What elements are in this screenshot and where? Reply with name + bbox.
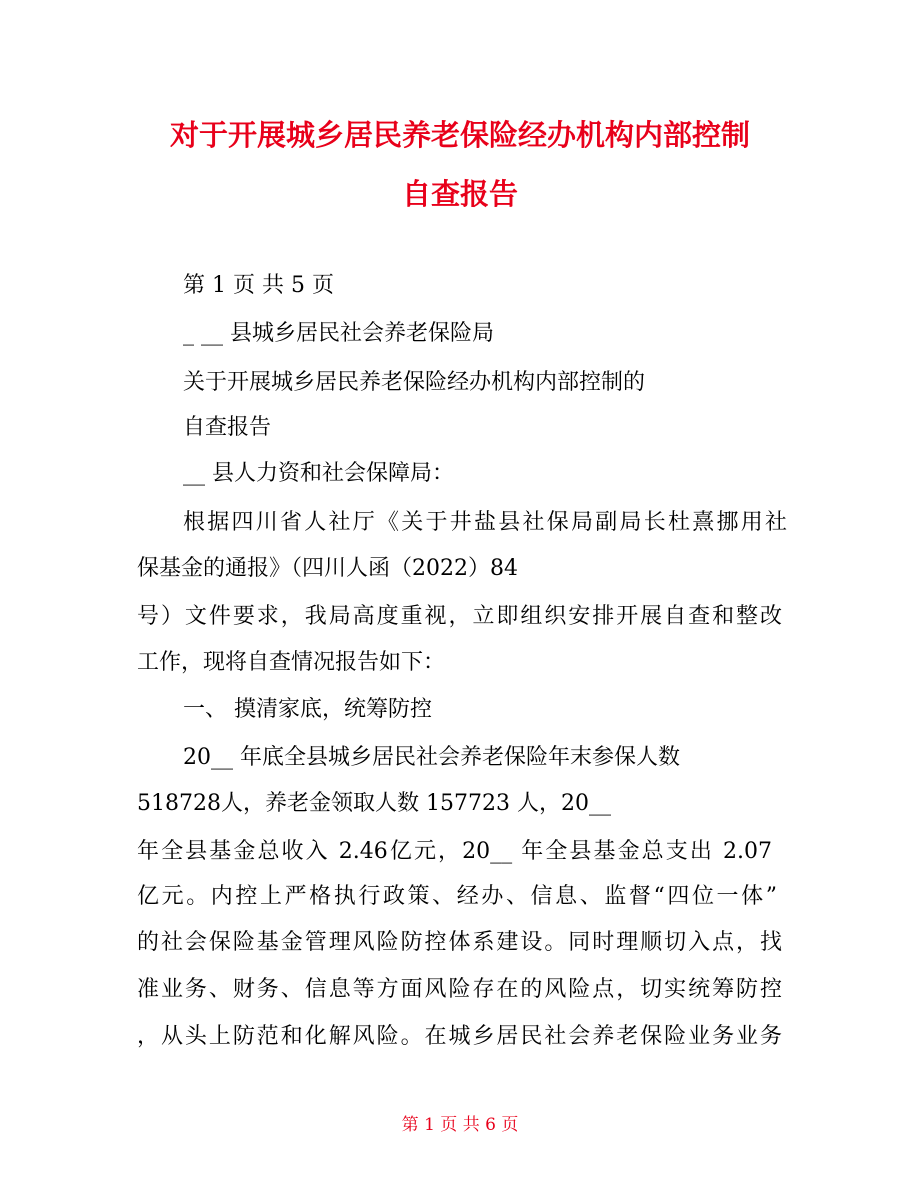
inner-page-indicator: 第 1 页 共 5 页 xyxy=(183,273,334,298)
body-line: 保基金的通报》（四川人函（2022）84 xyxy=(137,556,518,581)
body-line: ，从头上防范和化解风险。在城乡居民社会养老保险业务业务 xyxy=(137,1024,782,1049)
page-footer: 第 1 页 共 6 页 xyxy=(401,1115,519,1135)
sender-line: _ __ 县城乡居民社会养老保险局 xyxy=(183,321,494,346)
body-line: 518728人，养老金领取人数 157723 人，20__ xyxy=(137,791,611,816)
subject-line-1: 关于开展城乡居民养老保险经办机构内部控制的 xyxy=(183,370,646,395)
section-heading: 一、 摸清家底，统筹防控 xyxy=(183,697,432,722)
document-title-line-1: 对于开展城乡居民养老保险经办机构内部控制 xyxy=(169,118,750,152)
body-line: 准业务、财务、信息等方面风险存在的风险点，切实统筹防控 xyxy=(137,977,782,1002)
body-line: 号）文件要求，我局高度重视，立即组织安排开展自查和整改 xyxy=(137,604,782,629)
body-line: 的社会保险基金管理风险防控体系建设。同时理顺切入点，找 xyxy=(137,930,782,955)
body-line: 年全县基金总收入 2.46亿元，20__ 年全县基金总支出 2.07 xyxy=(137,839,772,864)
body-line: 20__ 年底全县城乡居民社会养老保险年末参保人数 xyxy=(183,745,680,770)
subject-line-2: 自查报告 xyxy=(183,415,272,440)
body-line: 工作，现将自查情况报告如下： xyxy=(137,650,446,675)
body-line: 亿元。内控上严格执行政策、经办、信息、监督“四位一体” xyxy=(137,884,777,909)
body-line: 根据四川省人社厅《关于井盐县社保局副局长杜熹挪用社 xyxy=(183,510,787,535)
addressee-line: __ 县人力资和社会保障局： xyxy=(183,461,454,486)
document-title-line-2: 自查报告 xyxy=(401,177,518,211)
